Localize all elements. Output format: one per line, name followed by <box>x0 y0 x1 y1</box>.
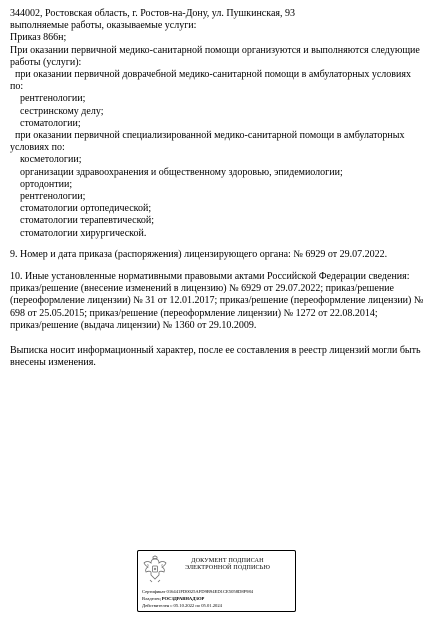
section-10-line: 698 от 25.05.2015; приказ/решение (переоформление лицензии) № 1272 от 22.08.2014; <box>10 307 378 319</box>
specialized-item: стоматологии хирургической. <box>20 227 147 239</box>
primary-intro-line-2: работы (услуги): <box>10 56 82 68</box>
stamp-details <box>142 588 292 610</box>
specialized-item: ортодонтии; <box>20 178 73 190</box>
section-10-line: (переоформление лицензии) № 31 от 12.01.2017; приказ/решение (переоформление лицензии) № <box>10 295 424 307</box>
order-line: Приказ 866н; <box>10 32 67 44</box>
outpatient-item: сестринскому делу; <box>20 105 104 117</box>
specialized-item: рентгенологии; <box>20 191 86 203</box>
note-line: внесены изменения. <box>10 357 96 369</box>
specialized-intro-line-1: при оказании первичной специализированной медико-санитарной помощи в амбулаторных <box>15 130 405 142</box>
address-line: 344002, Ростовская область, г. Ростов-на-Дону, ул. Пушкинская, 93 <box>10 8 295 19</box>
stamp-title <box>164 557 291 571</box>
specialized-intro-line-2: условиях по: <box>10 142 65 154</box>
specialized-item: стоматологии терапевтической; <box>20 215 155 227</box>
outpatient-intro-line-2: по: <box>10 81 24 93</box>
section-9 <box>10 249 424 261</box>
specialized-item: стоматологии ортопедической; <box>20 203 152 215</box>
outpatient-item: рентгенологии; <box>20 93 86 105</box>
stamp-owner-label: Владелец <box>142 596 161 602</box>
works-label: выполняемые работы, оказываемые услуги: <box>10 20 197 32</box>
outpatient-item: стоматологии; <box>20 117 81 129</box>
note-line: Выписка носит информационный характер, после ее составления в реестр лицензий могли быть <box>10 345 421 356</box>
section-10-line: 10. Иные установленные нормативными правовыми актами Российской Федерации сведения: <box>10 271 410 282</box>
stamp-title-line-1: ДОКУМЕНТ ПОДПИСАН <box>191 557 264 564</box>
stamp-owner-value: РОСЗДРАВНАДЗОР <box>161 596 205 602</box>
header-block <box>10 8 424 240</box>
stamp-certificate: Сертификат 016441FD0025AFD9B94ED1CE5058D8F984 <box>142 589 254 594</box>
stamp-validity: Действителен с 05.10.2022 по 05.01.2024 <box>142 603 222 609</box>
disclaimer-note <box>10 345 424 369</box>
stamp-owner <box>142 595 292 602</box>
section-10 <box>10 271 424 332</box>
specialized-item: косметологии; <box>20 154 82 166</box>
section-9-text: 9. Номер и дата приказа (распоряжения) лицензирующего органа: № 6929 от 29.07.2022. <box>10 249 388 260</box>
primary-intro-line-1: При оказании первичной медико-санитарной помощи организуются и выполняются следующие <box>10 44 420 56</box>
section-10-line: приказ/решение (внесение изменений в лицензию) № 6929 от 29.07.2022; приказ/решение <box>10 283 394 295</box>
specialized-item: организации здравоохранения и общественному здоровью, эпидемиологии; <box>20 166 343 178</box>
section-10-line: приказ/решение (выдача лицензии) № 1360 от 29.10.2009. <box>10 319 257 331</box>
stamp-title-line-2: ЭЛЕКТРОННОЙ ПОДПИСЬЮ <box>185 564 270 572</box>
outpatient-intro-line-1: при оказании первичной доврачебной медико-санитарной помощи в амбулаторных условиях <box>15 69 411 81</box>
electronic-signature-stamp <box>137 550 296 612</box>
